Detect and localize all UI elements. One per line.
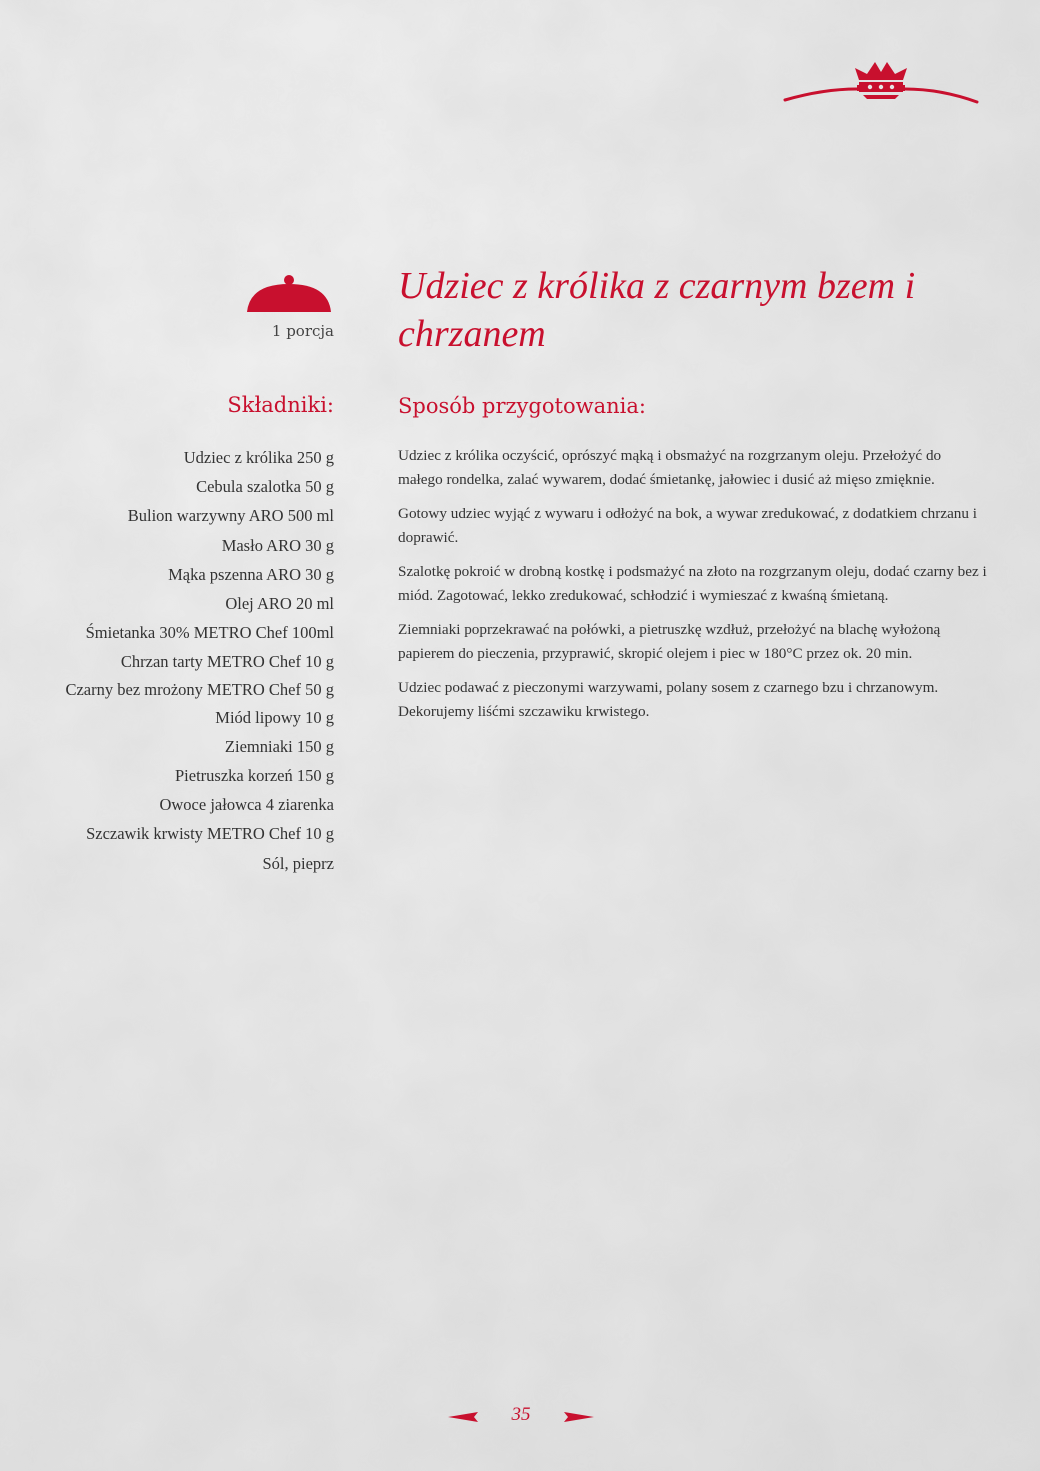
ingredient-item: Mąka pszenna ARO 30 g: [168, 564, 334, 584]
preparation-step: Szalotkę pokroić w drobną kostkę i podsmażyć na złoto na rozgrzanym oleju, dodać czarny bez i miód. Zagotować, lekko zredukować, schłodzić i wymieszać z kwaśną śmietaną.: [398, 563, 987, 604]
ingredient-item: Miód lipowy 10 g: [215, 707, 334, 727]
ingredient-item: Cebula szalotka 50 g: [196, 477, 334, 497]
preparation-step: Udziec z królika oczyścić, oprószyć mąką i obsmażyć na rozgrzanym oleju. Przełożyć do małego rondelka, zalać wywarem, dodać śmietankę, jałowiec i dusić aż mięso zmięknie.: [398, 447, 942, 488]
ingredient-item: Pietruszka korzeń 150 g: [175, 766, 334, 786]
preparation-step: Gotowy udziec wyjąć z wywaru i odłożyć na bok, a wywar zredukować, z dodatkiem chrzanu i doprawić.: [398, 505, 978, 546]
preparation-steps: [398, 444, 988, 734]
page-number: 35: [511, 1404, 531, 1425]
ingredient-item: Szczawik krwisty METRO Chef 10 g: [86, 824, 334, 844]
page-footer: [448, 1404, 594, 1430]
ingredients-heading: Składniki:: [227, 393, 334, 417]
ingredient-item: Bulion warzywny ARO 500 ml: [127, 506, 334, 526]
ingredient-item: Ziemniaki 150 g: [224, 736, 334, 756]
preparation-step: Ziemniaki poprzekrawać na połówki, a pietruszkę wzdłuż, przełożyć na blachę wyłożoną papierem do pieczenia, przyprawić, skropić olejem i piec w 180°C przez ok. 20 min.: [398, 621, 941, 662]
preparation-step: Udziec podawać z pieczonymi warzywami, polany sosem z czarnego bzu i chrzanowym. Dekorujemy liśćmi szczawiku krwistego.: [398, 679, 939, 720]
ingredient-item: Chrzan tarty METRO Chef 10 g: [120, 652, 334, 672]
portion-count: 1 porcja: [271, 322, 334, 340]
ingredient-item: Owoce jałowca 4 ziarenka: [159, 795, 334, 815]
ingredient-item: Śmietanka 30% METRO Chef 100ml: [85, 623, 334, 643]
ingredient-item: Udziec z królika 250 g: [183, 448, 334, 467]
ingredients-list: [56, 443, 334, 878]
ingredient-item: Olej ARO 20 ml: [225, 594, 334, 614]
crown-icon: [783, 58, 979, 108]
ingredient-item: Czarny bez mrożony METRO Chef 50 g: [65, 679, 334, 699]
arrow-right-icon[interactable]: [564, 1412, 594, 1422]
arrow-left-icon[interactable]: [448, 1412, 478, 1422]
ingredient-item: Masło ARO 30 g: [221, 535, 334, 555]
ingredient-item: Sól, pieprz: [262, 853, 334, 873]
preparation-heading: Sposób przygotowania:: [398, 394, 646, 418]
recipe-title: Udziec z królika z czarnym bzem i chrzanem: [398, 265, 916, 355]
cloche-icon: [246, 274, 332, 314]
